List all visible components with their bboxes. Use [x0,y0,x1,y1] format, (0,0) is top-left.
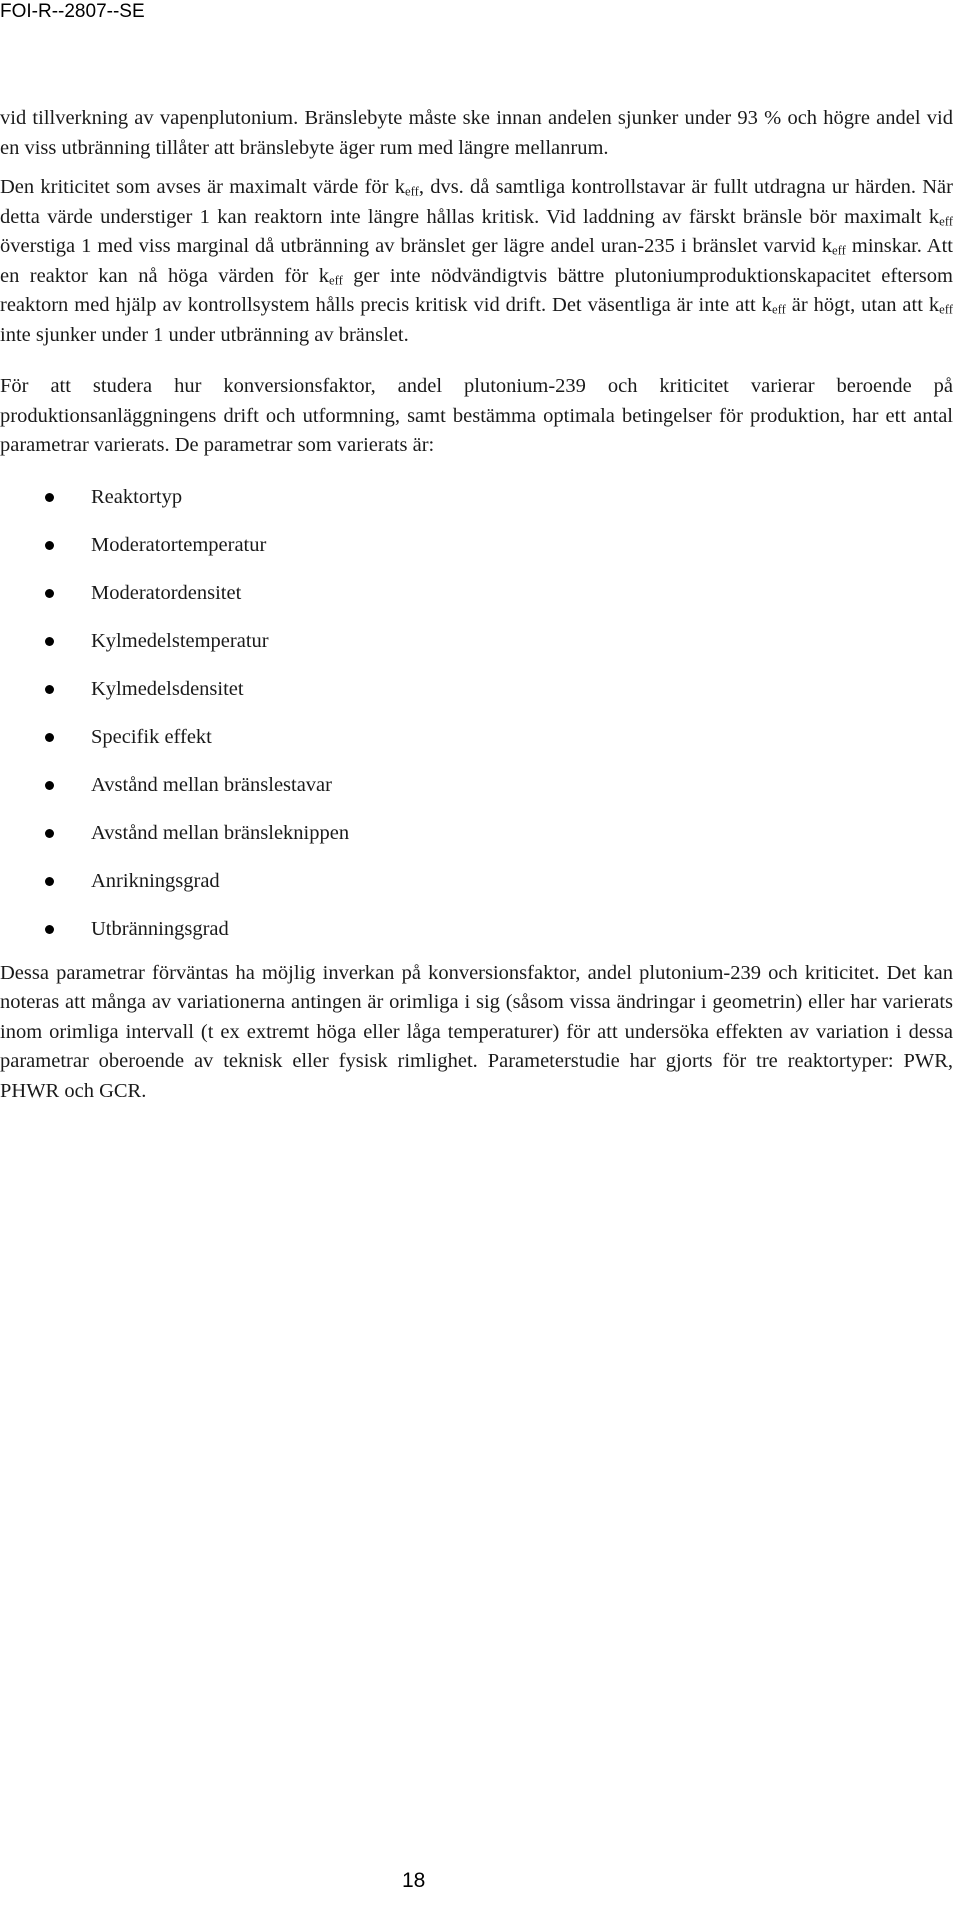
parameter-list [0,483,953,963]
intro-paragraph: vid tillverkning av vapenplutonium. Bränslebyte måste ske innan andelen sjunker under 93 % och högre andel vid en viss utbränning tillåter att bränslebyte äger rum med längre mellanrum. [0,107,953,159]
bullet-icon [45,685,54,694]
conclusion-paragraph: Dessa parametrar förväntas ha möjlig inverkan på konversionsfaktor, andel plutonium-239 och kriticitet. Det kan noteras att många av variationerna antingen är orimliga i sig (såsom vissa ändringar i geometrin) eller har varierats inom orimliga intervall (t ex extremt höga eller låga temperaturer) för att undersöka effekten av variation i dessa parametrar oberoende av teknisk eller fysisk rimlighet. Parameterstudie har gjorts för tre reaktortyper: PWR, PHWR och GCR. [0,961,953,1102]
list-item-label: Kylmedelsdensitet [91,677,244,700]
list-item-label: Anrikningsgrad [91,869,220,892]
page-number: 18 [402,1869,426,1892]
criticality-text: inte sjunker under 1 under utbränning av bränslet. [0,323,409,346]
bullet-icon [45,829,54,838]
criticality-text: överstiga 1 med viss marginal då utbränning av bränslet ger lägre andel uran-235 i bränslet varvid k [0,235,833,257]
bullet-icon [45,781,54,790]
keff-subscript: eff [771,302,786,317]
bullet-icon [45,925,54,934]
keff-subscript: eff [404,184,419,199]
list-item-label: Kylmedelstemperatur [91,629,269,652]
bullet-icon [45,493,54,502]
study-paragraph: För att studera hur konversionsfaktor, andel plutonium-239 och kriticitet varierar beroende på produktionsanläggningens drift och utformning, samt bestämma optimala betingelser för produktion, har ett antal parametrar varierats. De parametrar som varierats är: [0,375,953,456]
list-item-label: Moderatortemperatur [91,533,267,556]
criticality-text: minskar. Att en reaktor kan nå höga värden för k [0,235,953,287]
criticality-text: ger inte nödvändigtvis bättre plutoniumproduktionskapacitet eftersom reaktorn med hjälp av kontrollsystem hålls precis kritisk vid drift. Det väsentliga är inte att k [0,264,953,316]
list-item-label: Utbränningsgrad [91,917,229,940]
list-item [0,867,953,915]
criticality-paragraph [0,173,953,350]
keff-subscript: eff [832,243,846,258]
criticality-text: , dvs. då samtliga kontrollstavar är fullt utdragna ur härden. När detta värde understiger 1 kan reaktorn inte längre hållas kritisk. Vid laddning av färskt bränsle bör maximalt k [0,176,953,228]
list-item-label: Reaktortyp [91,485,183,508]
bullet-icon [45,733,54,742]
bullet-icon [45,589,54,598]
list-item [0,483,953,531]
list-item-label: Avstånd mellan bränsleknippen [91,821,350,844]
list-item [0,675,953,723]
criticality-text: är högt, utan att k [785,294,940,316]
list-item-label: Avstånd mellan bränslestavar [91,773,332,796]
list-item [0,723,953,771]
list-item-label: Specifik effekt [91,725,212,748]
list-item [0,531,953,579]
bullet-icon [45,541,54,550]
criticality-text: Den kriticitet som avses är maximalt värde för k [0,176,405,198]
list-item [0,579,953,627]
document-id-header: FOI-R--2807--SE [0,1,145,22]
bullet-icon [45,877,54,886]
list-item [0,771,953,819]
keff-subscript: eff [939,302,954,317]
list-item [0,915,953,963]
keff-subscript: eff [328,273,343,288]
page-body [0,104,953,1106]
list-item [0,819,953,867]
list-item [0,627,953,675]
list-item-label: Moderatordensitet [91,581,242,604]
keff-subscript: eff [939,214,953,229]
bullet-icon [45,637,54,646]
